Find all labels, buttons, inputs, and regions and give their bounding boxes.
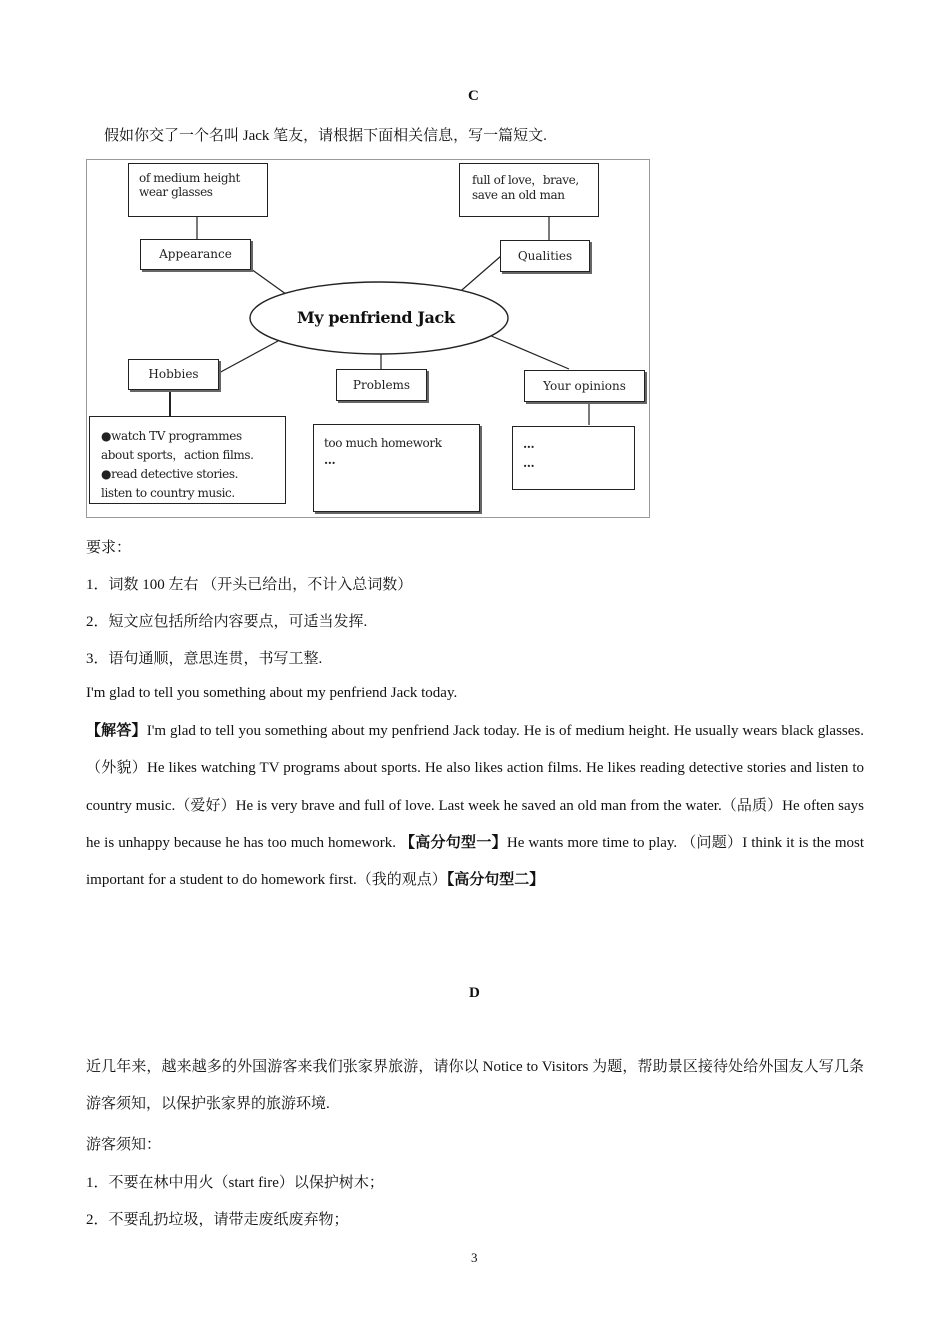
notice-title: 游客须知： bbox=[86, 1137, 162, 1153]
problems-label-box bbox=[336, 369, 427, 401]
problems-details-box bbox=[313, 424, 480, 512]
section-c-heading: C bbox=[468, 88, 479, 104]
mindmap-diagram bbox=[86, 159, 650, 518]
answer-marker: 【解答】 bbox=[86, 723, 147, 739]
hobbies-details-box bbox=[89, 416, 286, 504]
appearance-label-box bbox=[140, 239, 251, 270]
hobbies-detail: about sports，action films. bbox=[101, 448, 254, 462]
notice-item: 2．不要乱扔垃圾，请带走废纸废弃物； bbox=[86, 1212, 349, 1228]
opinions-details-box bbox=[512, 426, 635, 490]
qualities-label: Qualities bbox=[517, 249, 573, 263]
section-c-intro: 假如你交了一个名叫 Jack 笔友，请根据下面相关信息，写一篇短文. bbox=[104, 128, 547, 144]
notice-item: 1．不要在林中用火（start fire）以保护树木； bbox=[86, 1175, 384, 1191]
opinions-label-box bbox=[524, 370, 645, 402]
requirement-item: 2．短文应包括所给内容要点，可适当发挥. bbox=[86, 614, 368, 630]
qualities-detail: full of love，brave, bbox=[472, 173, 579, 187]
opinions-label: Your opinions bbox=[543, 379, 626, 393]
answer-text-continued: He wants more time to play. （问题）I think it is the most important for a student to do homework first.（我的观点） bbox=[86, 834, 864, 889]
problems-detail: ... bbox=[324, 453, 336, 467]
opening-sentence: I'm glad to tell you something about my penfriend Jack today. bbox=[86, 685, 458, 701]
requirements-title: 要求： bbox=[86, 540, 132, 556]
section-d-intro: 近几年来，越来越多的外国游客来我们张家界旅游，请你以 Notice to Visitors 为题，帮助景区接待处给外国友人写几条游客须知，以保护张家界的旅游环境. bbox=[86, 1059, 864, 1113]
appearance-detail: wear glasses bbox=[139, 185, 213, 199]
appearance-details-box bbox=[128, 163, 268, 217]
appearance-detail: of medium height bbox=[139, 171, 240, 185]
requirement-item: 1．词数 100 左右 （开头已给出，不计入总词数） bbox=[86, 577, 413, 593]
qualities-label-box bbox=[500, 240, 590, 272]
answer-paragraph bbox=[86, 713, 864, 899]
requirement-item: 3．语句通顺，意思连贯，书写工整. bbox=[86, 651, 323, 667]
highlight-sentence-one: 【高分句型一】 bbox=[399, 834, 507, 851]
hobbies-label-box bbox=[128, 359, 219, 390]
hobbies-detail: ●read detective stories. bbox=[101, 467, 238, 481]
qualities-details-box bbox=[459, 163, 599, 217]
hobbies-detail: ●watch TV programmes bbox=[101, 429, 242, 443]
appearance-label: Appearance bbox=[159, 247, 232, 261]
opinions-detail: ... bbox=[523, 456, 535, 470]
answer-text: I'm glad to tell you something about my penfriend Jack today. He is of medium height. He usually wears black glasses.（外貌）He likes watching TV programs about sports. He also likes action films. He likes reading detective stories and listen to country music.（爱好）He is very brave and full of love. Last week he saved an old man from the water.（品质）He often says he is unhappy because he has too much homework. bbox=[86, 723, 864, 851]
section-d-heading: D bbox=[469, 985, 480, 1001]
hobbies-label: Hobbies bbox=[148, 367, 199, 381]
qualities-detail: save an old man bbox=[472, 188, 565, 202]
page-number: 3 bbox=[471, 1250, 478, 1265]
highlight-sentence-two: 【高分句型二】 bbox=[446, 872, 545, 889]
opinions-detail: ... bbox=[523, 437, 535, 451]
problems-label: Problems bbox=[352, 378, 411, 392]
problems-detail: too much homework bbox=[324, 436, 442, 450]
center-label: My penfriend Jack bbox=[297, 308, 455, 327]
hobbies-detail: listen to country music. bbox=[101, 486, 235, 500]
